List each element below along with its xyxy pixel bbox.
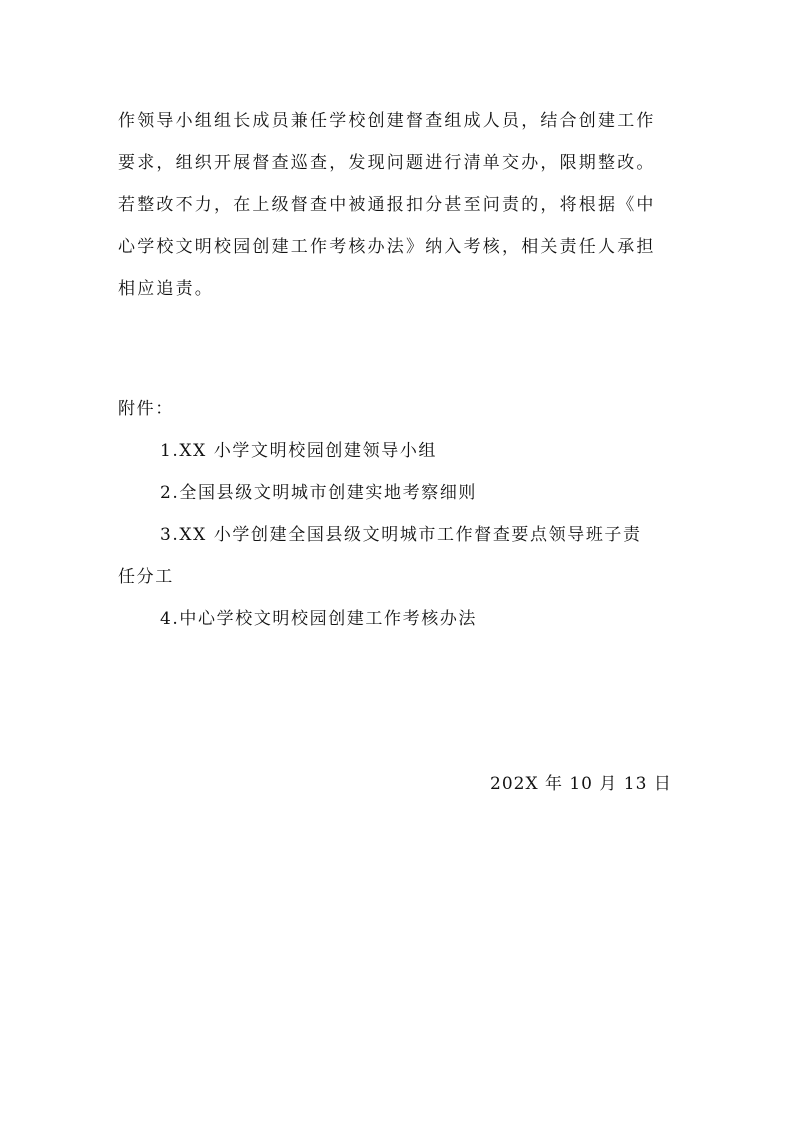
attachments-title: 附件：: [118, 399, 174, 419]
attachment-item-4: 4.中心学校文明校园创建工作考核办法: [160, 609, 478, 629]
body-line: 心学校文明校园创建工作考核办法》纳入考核，相关责任人承担: [118, 237, 656, 257]
attachment-item-3: 3.XX 小学创建全国县级文明城市工作督查要点领导班子责: [160, 525, 642, 545]
body-line: 若整改不力，在上级督查中被通报扣分甚至问责的，将根据《中: [118, 195, 656, 215]
attachment-item-2: 2.全国县级文明城市创建实地考察细则: [160, 483, 478, 503]
attachments-section: [118, 388, 688, 640]
body-line: 相应追责。: [118, 279, 214, 299]
body-paragraph: [118, 100, 688, 310]
attachment-item-3-continued: 任分工: [118, 567, 174, 587]
body-line: 要求，组织开展督查巡查，发现问题进行清单交办，限期整改。: [118, 153, 656, 173]
body-line: 作领导小组组长成员兼任学校创建督查组成人员，结合创建工作: [118, 111, 656, 131]
document-date: 202X 年 10 月 13 日: [490, 774, 672, 794]
attachment-item-1: 1.XX 小学文明校园创建领导小组: [160, 441, 438, 461]
